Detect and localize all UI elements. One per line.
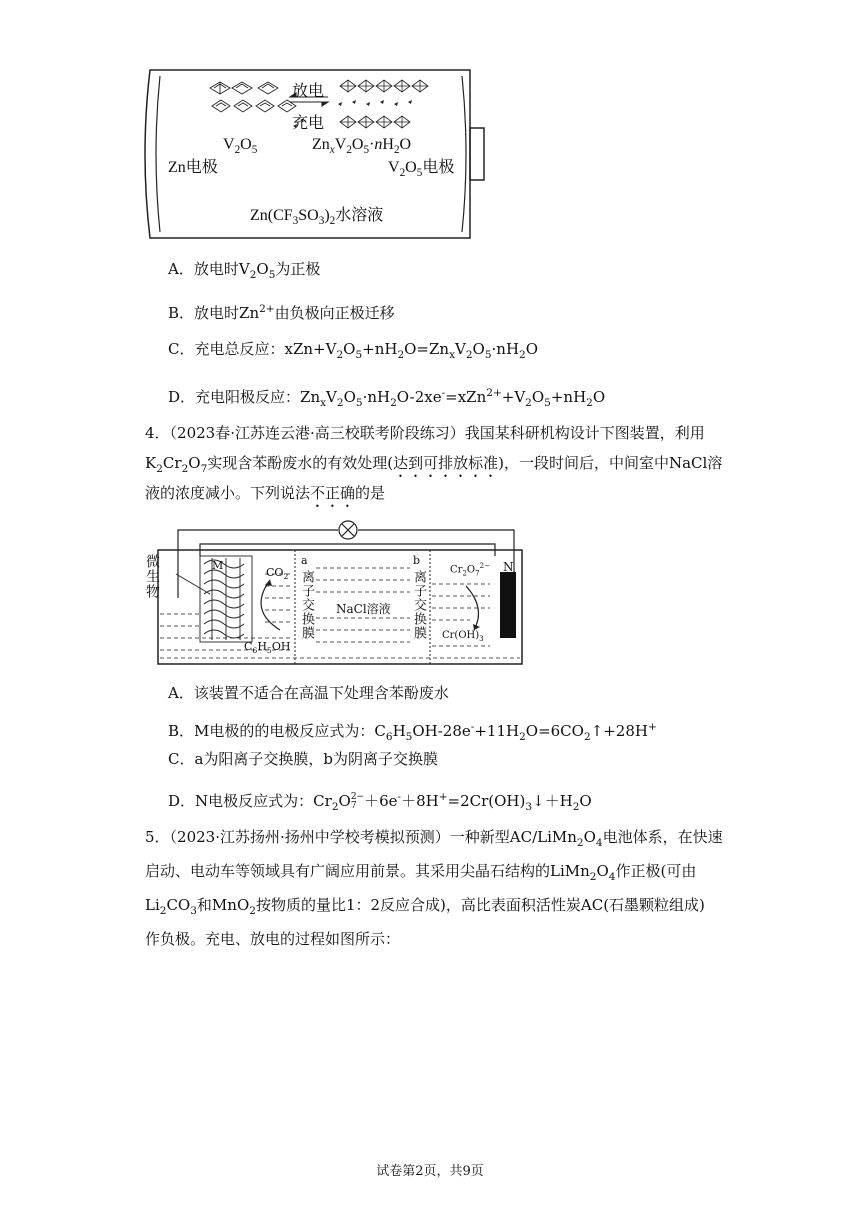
zn-electrode-label: Zn电极 bbox=[168, 159, 218, 176]
q3-option-c: C．充电总反应：$xZn+V_2O_5+nH_2O=Zn_xV_2O_5\cdot nH_2O$ bbox=[168, 340, 539, 361]
znxv2o5-crystal-icons bbox=[340, 80, 428, 128]
n-label: N bbox=[503, 560, 514, 574]
m-electrode bbox=[200, 556, 252, 642]
co2-label: $CO_2$ bbox=[266, 566, 289, 582]
membrane-a-letter: a bbox=[301, 554, 308, 567]
q4-stem-line2: $K_2Cr_2O_7$实现含苯酚废水的有效处理(达到可排放标准)，一段时间后，中间室中NaCl溶 bbox=[145, 454, 723, 475]
v2o5-crystal-icons bbox=[210, 82, 296, 112]
battery-figure bbox=[140, 62, 520, 244]
q4-option-b: B．M电极的的电极反应式为：$C_6H_5OH-28e^-+11H_2O=6CO_2↑+28H^+$ bbox=[168, 721, 657, 743]
discharge-label: 放电 bbox=[292, 83, 325, 100]
emphasis-text: 不正确 bbox=[310, 484, 356, 502]
left-arrow bbox=[261, 580, 280, 630]
m-label: M bbox=[212, 559, 224, 572]
q4-option-c: C．a为阳离子交换膜，b为阴离子交换膜 bbox=[168, 750, 439, 768]
q5-stem-line1: 5．（2023·江苏扬州·扬州中学校考模拟预测）一种新型$AC/LiMn_2O_4$电池体系，在快速 bbox=[145, 828, 723, 849]
nacl-label: NaCl溶液 bbox=[336, 602, 391, 616]
q5-stem-line2: 启动、电动车等领域具有广阔应用前景。其采用尖晶石结构的$LiMn_2O_4$作正极(可由 bbox=[145, 862, 697, 883]
emphasis-text: 达到可排放标准 bbox=[393, 454, 499, 472]
n-electrode bbox=[500, 572, 516, 638]
membrane-b-label: 离子交换膜 bbox=[411, 570, 426, 640]
q4-stem-line3: 液的浓度减小。下列说法不正确的是 bbox=[145, 484, 386, 502]
v2o5-electrode-label: $V_2O_5$电极 bbox=[388, 159, 455, 180]
electrolysis-apparatus bbox=[140, 514, 530, 670]
chromium-hydroxide-label: $Cr(OH)_3$ bbox=[442, 630, 484, 643]
q4-stem-line1: 4．（2023春·江苏连云港·高三校联考阶段练习）我国某科研机构设计下图装置，利用 bbox=[145, 424, 705, 442]
page-footer: 试卷第2页，共9页 bbox=[376, 1164, 484, 1179]
q3-option-d: D．充电阳极反应：$Zn_xV_2O_5\cdot nH_2O-2xe^-=xZn^{2+}+V_2O_5+nH_2O$ bbox=[168, 387, 606, 409]
q3-option-b: B．放电时$Zn^{2+}$由负极向正极迁移 bbox=[168, 303, 395, 322]
charge-label: 充电 bbox=[292, 115, 325, 132]
v2o5-label: $V_2O_5$ bbox=[223, 136, 258, 157]
q4-option-a: A．该装置不适合在高温下处理含苯酚废水 bbox=[168, 684, 449, 702]
dichromate-label: $Cr_2O_7^{2-}$ bbox=[450, 562, 490, 578]
microbe-label: 微生物 bbox=[144, 554, 160, 599]
q4-option-d: D．N电极反应式为：$Cr_2O2-$ $7 +6e^-+8H^+=2Cr(OH)_3↓+H_2O$ bbox=[168, 791, 592, 813]
electrolysis-figure bbox=[140, 514, 530, 670]
phenol-label: $C_6H_5OH$ bbox=[244, 640, 291, 656]
q5-stem-line3: $Li_2CO_3$和MnO$_2$按物质的量比1：2反应合成)，高比表面积活性炭AC(石墨颗粒组成) bbox=[145, 896, 705, 917]
electrolyte-label: $Zn(CF_3SO_3)_2$水溶液 bbox=[250, 207, 384, 228]
q3-option-a: A．放电时$V_2O_5$为正极 bbox=[168, 260, 321, 281]
znxv2o5-label: $Zn_xV_2O_5\cdot nH_2O$ bbox=[312, 136, 412, 157]
membrane-a-label: 离子交换膜 bbox=[299, 570, 314, 640]
q5-stem-line4: 作负极。充电、放电的过程如图所示： bbox=[145, 930, 401, 948]
membrane-b-letter: b bbox=[413, 554, 421, 567]
